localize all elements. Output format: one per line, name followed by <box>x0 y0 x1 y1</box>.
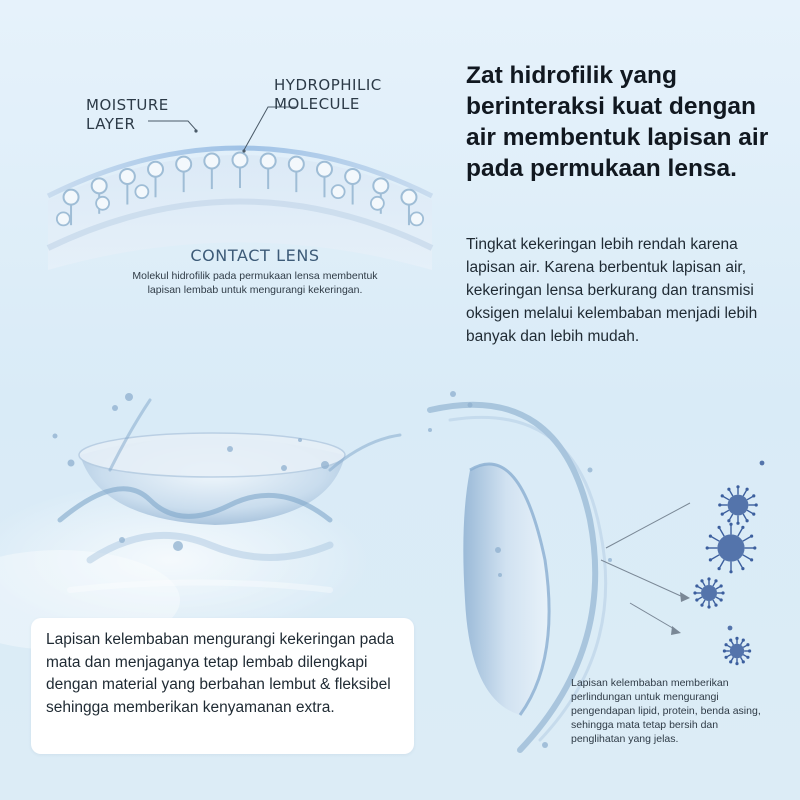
right-contact-lens <box>463 464 549 715</box>
molecule-head <box>410 212 423 225</box>
virus-icon <box>693 577 724 608</box>
molecule-head <box>233 153 248 168</box>
molecule-head <box>57 212 70 225</box>
molecule-head <box>345 169 360 184</box>
contact-lens-title: CONTACT LENS <box>190 246 320 265</box>
molecule-head <box>373 178 388 193</box>
protection-caption: Lapisan kelembaban memberikan perlindungan untuk mengurangi pengendapan lipid, protein, benda asing, sehingga mata tetap bersih dan penglihatan yang jelas. <box>571 677 761 745</box>
hydrophilic-molecule-label: HYDROPHILIC MOLECULE <box>274 76 382 113</box>
virus-icon <box>706 523 757 574</box>
contact-lens-caption: Molekul hidrofilik pada permukaan lensa membentuk lapisan lembab untuk mengurangi kekeringan. <box>132 270 378 296</box>
molecule-head <box>92 178 107 193</box>
molecule-head <box>148 162 163 177</box>
molecule-head <box>332 185 345 198</box>
molecule-head <box>96 197 109 210</box>
molecule-head <box>204 154 219 169</box>
molecule-head <box>120 169 135 184</box>
moisture-layer-label: MOISTURE LAYER <box>86 96 169 133</box>
molecule-head <box>64 190 79 205</box>
molecule-head <box>176 157 191 172</box>
virus-icon <box>718 485 758 525</box>
molecule-head <box>401 190 416 205</box>
molecule-head <box>135 185 148 198</box>
body-paragraph: Tingkat kekeringan lebih rendah karena lapisan air. Karena berbentuk lapisan air, kekeringan lensa berkurang dan transmisi oksigen melalui kelembaban menjadi lebih banyak dan lebih mudah. <box>466 236 758 345</box>
deflection-lines <box>601 503 690 635</box>
molecule-head <box>261 154 276 169</box>
info-card-text: Lapisan kelembaban mengurangi kekeringan pada mata dan menjaganya tetap lembab dilengkapi dengan material yang berbahan lembut & fleksibel sehingga memberikan kenyamanan extra. <box>46 631 395 716</box>
molecule-head <box>371 197 384 210</box>
headline: Zat hidrofilik yang berinteraksi kuat dengan air membentuk lapisan air pada permukaan lensa. <box>466 62 769 182</box>
virus-icon <box>723 637 751 665</box>
molecule-head <box>317 162 332 177</box>
virus-particles <box>693 461 764 666</box>
molecule-head <box>289 157 304 172</box>
virus-icon <box>728 626 733 631</box>
virus-icon <box>760 461 765 466</box>
